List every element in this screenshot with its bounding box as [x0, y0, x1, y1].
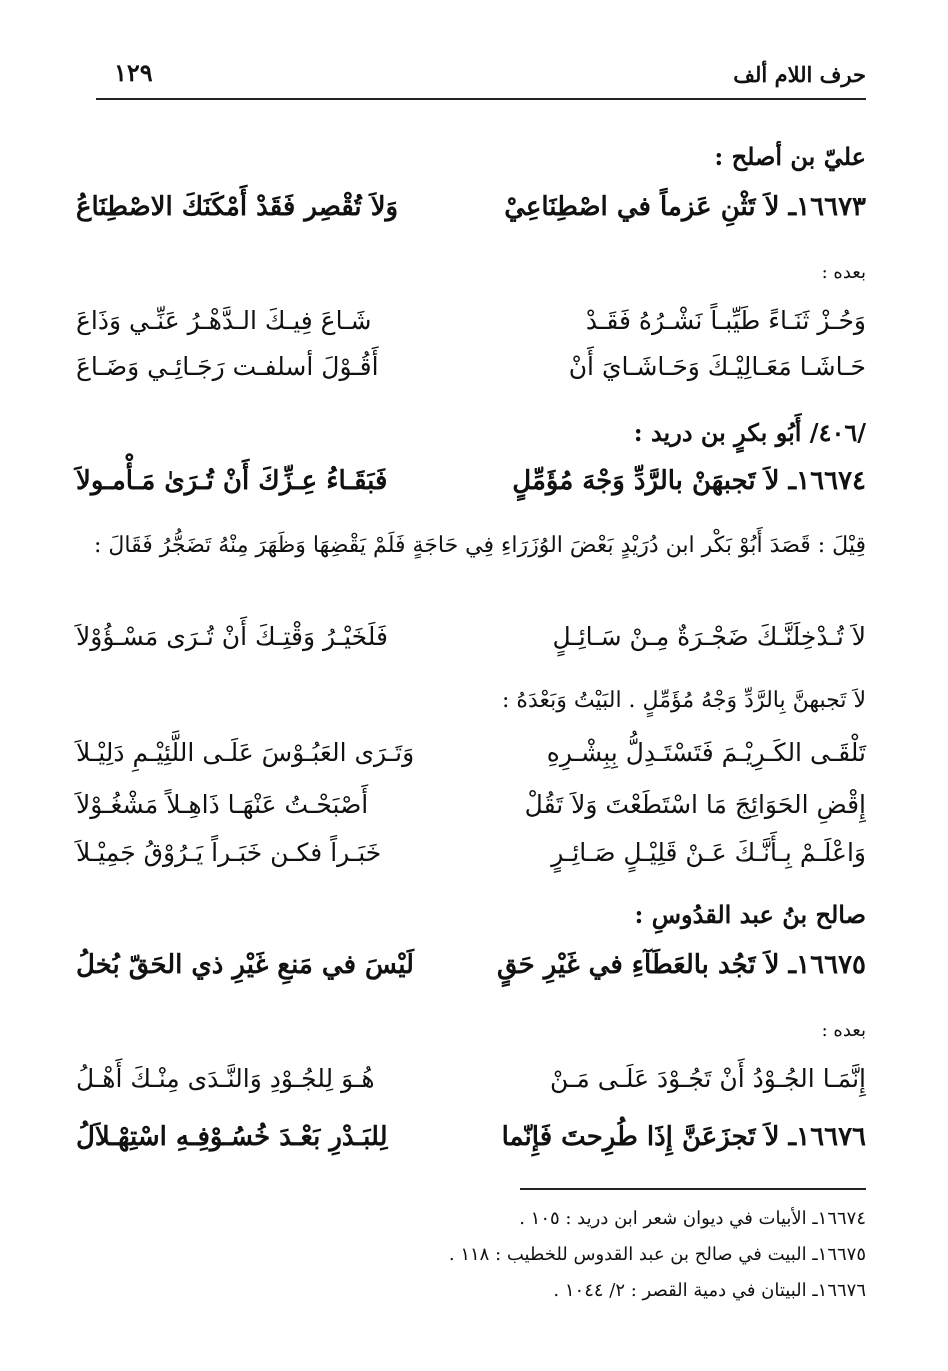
- poet-name: صالح بنُ عبد القدُوسِ :: [634, 900, 866, 929]
- verse: [76, 622, 866, 666]
- second-hemistich: أَصْبَحْـتُ عَنْهَـا ذَاهِـلاً مَشْغُـوْلاَ: [76, 790, 369, 819]
- second-hemistich: فَبَقَـاءُ عِـزِّكَ أَنْ تُـرَىٰ مَـأْمـولاَ: [76, 466, 388, 496]
- second-hemistich: وَتَـرَى العَبُـوْسَ عَلَـى اللَّئِيْـمِ دَلِيْـلاَ: [76, 738, 415, 767]
- footnote: ١٦٦٧٦ـ البيتان في دمية القصر : ٢/ ١٠٤٤ .: [553, 1280, 866, 1301]
- second-hemistich: هُـوَ لِلجُـوْدِ وَالنَّـدَى مِنْـكَ أَهْـلُ: [76, 1064, 375, 1093]
- first-hemistich: ١٦٦٧٤ـ لاَ تَجبهَنْ بالرَّدِّ وَجْهَ مُؤَمِّلٍ: [512, 466, 866, 496]
- footnote-separator: [520, 1188, 866, 1190]
- verse: [76, 738, 866, 782]
- second-hemistich: فَلَخَيْـرُ وَقْتِـكَ أَنْ تُـرَى مَسْـؤُوْلاَ: [76, 622, 388, 651]
- first-hemistich: لاَ تُـدْخِلَنَّـكَ ضَجْـرَةٌ مِـنْ سَـائِـلٍ: [552, 622, 866, 651]
- footnote: ١٦٦٧٥ـ البيت في صالح بن عبد القدوس للخطيب : ١١٨ .: [448, 1244, 866, 1265]
- verse: [76, 838, 866, 882]
- poet-name: /٤٠٦/ أَبُو بكرٍ بن دريد :: [633, 418, 866, 447]
- quoted-line: لاَ تَجبهنَّ بِالرَّدِّ وَجْهُ مُؤَمِّلٍ . البَيْتُ وَبَعْدَهُ :: [502, 688, 866, 713]
- second-hemistich: أَقُـوْلَ أسلفـت رَجَـائِـي وَضَـاعَ: [76, 352, 379, 381]
- second-hemistich: خَبَـراً فكـن خَبَـراً يَـرُوْقُ جَمِيْـلاَ: [76, 838, 382, 867]
- first-hemistich: إِقْضِ الحَوَائِجَ مَا اسْتَطَعْتَ وَلاَ تَقُلْ: [524, 790, 866, 819]
- page-number: ١٢٩: [114, 58, 153, 87]
- verse-16674: [76, 466, 866, 510]
- verse: [76, 790, 866, 834]
- second-hemistich: وَلاَ تُقْصِر فَقَدْ أَمْكَنَكَ الاصْطِنَاعُ: [76, 192, 399, 222]
- first-hemistich: تَلْقَـى الكَـرِيْـمَ فَتَسْتَـدِلُّ بِبِشْـرِهِ: [546, 738, 866, 767]
- verse: [76, 1064, 866, 1108]
- verse: [76, 306, 866, 350]
- first-hemistich: وَاعْلَـمْ بِـأَنَّـكَ عَـنْ قَلِيْـلٍ صَـائِـرٍ: [551, 838, 866, 867]
- second-hemistich: شَـاعَ فِيـكَ الـدَّهْـرُ عَنِّـي وَذَاعَ: [76, 306, 372, 335]
- poet-name: عليّ بن أصلح :: [714, 142, 866, 171]
- first-hemistich: إِنَّمَـا الجُـوْدُ أَنْ تَجُـوْدَ عَلَـى مَـنْ: [550, 1064, 866, 1093]
- verse-16673: [76, 192, 866, 236]
- first-hemistich: ١٦٦٧٥ـ لاَ تَجُد بالعَطَآءِ في غَيْرِ حَقٍ: [497, 950, 866, 980]
- after-label: بعده :: [821, 1020, 866, 1041]
- second-hemistich: لَيْسَ في مَنعِ غَيْرِ ذي الحَقّ بُخلُ: [76, 950, 414, 980]
- page-header: [96, 58, 866, 100]
- after-label: بعده :: [821, 262, 866, 283]
- second-hemistich: لِلبَـدْرِ بَعْـدَ خُسُـوْفِـهِ اسْتِهْـلاَلُ: [76, 1122, 388, 1152]
- first-hemistich: ١٦٦٧٦ـ لاَ تَجزَعَنَّ إِذَا طُرِحتَ فَإِنّما: [501, 1122, 866, 1152]
- first-hemistich: ١٦٦٧٣ـ لاَ تَثْنِ عَزماً في اصْطِنَاعِيْ: [504, 192, 866, 222]
- prose-paragraph: قِيْلَ : قَصَدَ أَبُوْ بَكْر ابن دُرَيْدٍ بَعْضَ الوُزَرَاءِ فِي حَاجَةٍ فَلَمْ يَقْضِهَا وَظَهَرَ مِنْهُ تَضَجُّرُ فَقَالَ :: [94, 533, 866, 558]
- first-hemistich: حَـاشَـا مَعَـالِيْـكَ وَحَـاشَـايَ أَنْ: [568, 352, 866, 381]
- first-hemistich: وَحُـزْ ثَنَـاءً طَيِّبـاً نَشْـرُهُ فَقَـدْ: [585, 306, 866, 335]
- footnote: ١٦٦٧٤ـ الأبيات في ديوان شعر ابن دريد : ١٠٥ .: [519, 1208, 866, 1229]
- verse: [76, 352, 866, 396]
- verse-16675: [76, 950, 866, 994]
- verse-16676: [76, 1122, 866, 1166]
- chapter-title: حرف اللام ألف: [733, 62, 866, 87]
